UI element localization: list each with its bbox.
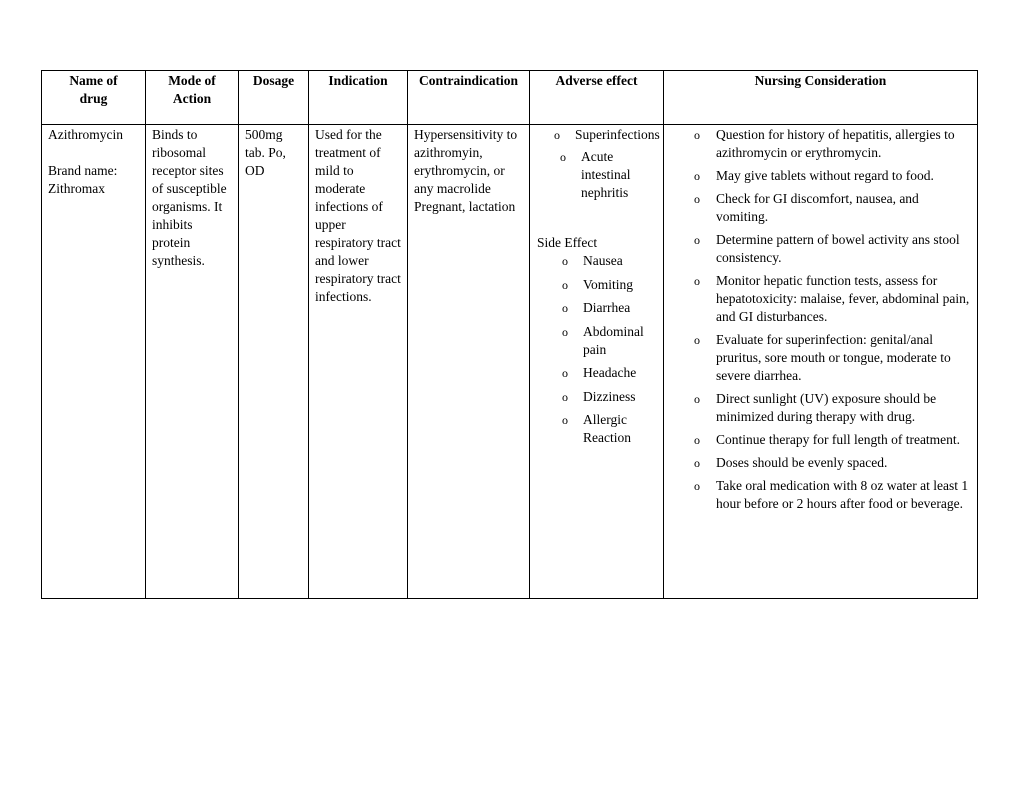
list-item: o Dizziness xyxy=(562,388,636,404)
cell-drug-name xyxy=(42,125,146,599)
list-item: o Direct sunlight (UV) exposure should be minimized during therapy with drug. xyxy=(694,391,937,424)
header-adverse-effect: Adverse effect xyxy=(530,71,664,125)
bullet-icon: o xyxy=(694,169,700,183)
bullet-icon: o xyxy=(694,433,700,447)
side-effect-heading: Side Effect xyxy=(537,235,598,250)
list-item: o Abdominal pain xyxy=(562,323,644,357)
list-item: o May give tablets without regard to food. xyxy=(694,168,934,183)
bullet-icon: o xyxy=(562,277,568,292)
list-item: o Continue therapy for full length of treatment. xyxy=(694,432,961,447)
cell-dosage xyxy=(239,125,309,599)
list-item: o Acute intestinal nephritis xyxy=(560,149,631,200)
bullet-icon: o xyxy=(560,150,566,164)
list-item: o Diarrhea xyxy=(562,300,631,315)
bullet-icon: o xyxy=(694,392,700,406)
drug-study-table xyxy=(41,70,978,599)
bullet-icon: o xyxy=(562,254,568,268)
brand-name: Brand name: Zithromax xyxy=(48,163,118,196)
list-item: o Vomiting xyxy=(562,276,634,292)
drug-row xyxy=(42,125,978,599)
header-name-of-drug: Name of drug xyxy=(42,71,146,125)
cell-nursing-consideration xyxy=(664,125,978,599)
adverse-effect-list xyxy=(536,126,661,202)
list-item: o Check for GI discomfort, nausea, and vomiting. xyxy=(694,191,919,224)
bullet-icon: o xyxy=(694,333,700,347)
bullet-icon: o xyxy=(694,274,700,288)
bullet-icon: o xyxy=(562,324,568,339)
bullet-icon: o xyxy=(562,301,568,315)
list-item: o Allergic Reaction xyxy=(562,412,631,445)
cell-adverse-effect xyxy=(530,125,664,599)
list-item: o Determine pattern of bowel activity ans stool consistency. xyxy=(694,232,960,265)
cell-mode-of-action xyxy=(146,125,239,599)
indication-text: Used for the treatment of mild to moderate infections of upper respiratory tract and lower respiratory tract infections. xyxy=(315,127,401,304)
header-row xyxy=(42,71,978,125)
list-item: o Superinfections xyxy=(554,127,660,142)
bullet-icon: o xyxy=(694,128,700,142)
contraindication-text: Hypersensitivity to azithromyin, erythromycin, or any macrolide Pregnant, lactation xyxy=(414,127,518,214)
list-item: o Evaluate for superinfection: genital/anal pruritus, sore mouth or tongue, moderate to severe diarrhea. xyxy=(694,332,951,383)
header-dosage: Dosage xyxy=(239,71,309,125)
bullet-icon: o xyxy=(562,413,568,427)
list-item: o Nausea xyxy=(562,253,623,268)
cell-contraindication xyxy=(408,125,530,599)
list-item: o Take oral medication with 8 oz water at least 1 hour before or 2 hours after food or beverage. xyxy=(694,478,969,511)
side-effect-list xyxy=(536,252,661,447)
nursing-consideration-list xyxy=(670,126,971,513)
list-item: o Question for history of hepatitis, allergies to azithromycin or erythromycin. xyxy=(694,127,955,160)
header-contraindication: Contraindication xyxy=(408,71,530,125)
bullet-icon: o xyxy=(562,389,568,404)
list-item: o Headache xyxy=(562,365,637,380)
header-mode-of-action: Mode of Action xyxy=(146,71,239,125)
mode-of-action-text: Binds to ribosomal receptor sites of susceptible organisms. It inhibits protein synthesis. xyxy=(152,127,227,268)
dosage-text: 500mg tab. Po, OD xyxy=(245,127,286,178)
header-nursing-consideration: Nursing Consideration xyxy=(664,71,978,125)
bullet-icon: o xyxy=(694,233,700,247)
bullet-icon: o xyxy=(562,366,568,380)
cell-indication xyxy=(309,125,408,599)
bullet-icon: o xyxy=(554,128,560,142)
header-indication: Indication xyxy=(309,71,408,125)
bullet-icon: o xyxy=(694,192,700,206)
bullet-icon: o xyxy=(694,456,700,470)
list-item: o Doses should be evenly spaced. xyxy=(694,455,888,470)
list-item: o Monitor hepatic function tests, assess for hepatotoxicity: malaise, fever, abdominal pain, and GI disturbances. xyxy=(694,273,970,324)
bullet-icon: o xyxy=(694,479,700,493)
drug-name: Azithromycin xyxy=(48,127,123,142)
